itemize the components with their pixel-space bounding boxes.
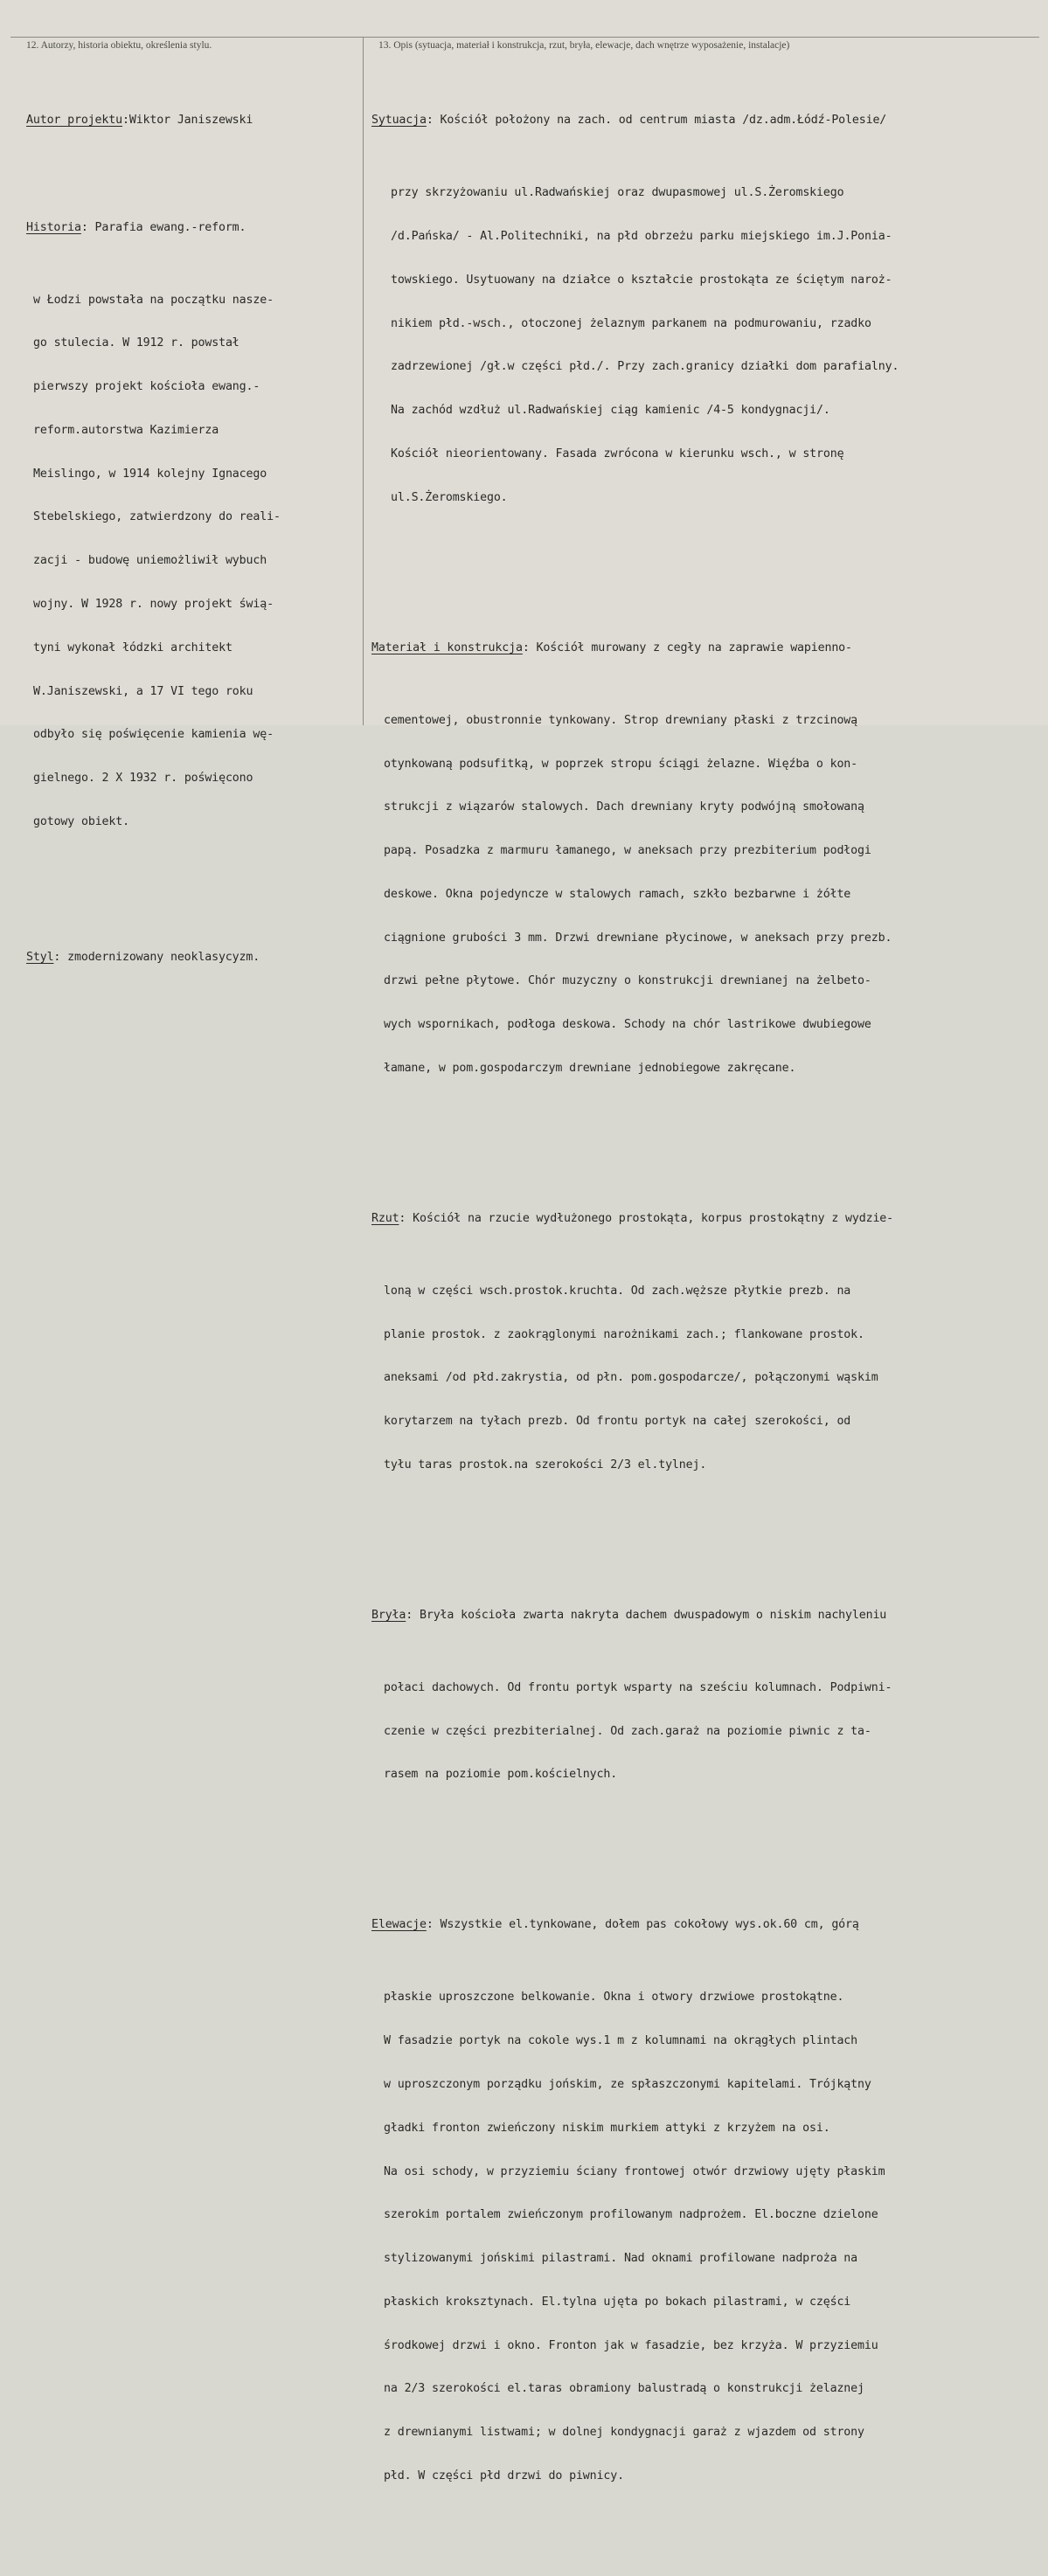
material-line-0: : Kościół murowany z cegły na zaprawie wapienno- xyxy=(522,641,852,654)
top-rule xyxy=(10,37,1039,38)
elevations-line: środkowej drzwi i okno. Fronton jak w fasadzie, bez krzyża. W przyziemiu xyxy=(384,2338,878,2352)
elevations-line: płaskich kroksztynach. El.tylna ujęta po bokach pilastrami, w części xyxy=(384,2295,851,2309)
history-line: gielnego. 2 X 1932 r. poświęcono xyxy=(33,772,253,786)
material-line: otynkowaną podsufitką, w poprzek stropu ściągi żelazne. Więźba o kon- xyxy=(384,757,858,771)
author-label: Autor projektu xyxy=(26,114,122,128)
material-line: strukcji z wiązarów stalowych. Dach drewniany kryty podwójną smołowaną xyxy=(384,800,864,814)
situation-first-line xyxy=(371,114,1040,128)
elevations-line: Na osi schody, w przyziemiu ściany frontowej otwór drzwiowy ujęty płaskim xyxy=(384,2164,885,2178)
history-label: Historia xyxy=(26,220,81,234)
material-first-line xyxy=(371,641,1040,656)
mass-label: Bryła xyxy=(371,1608,406,1622)
material-line: drzwi pełne płytowe. Chór muzyczny o konstrukcji drewnianej na żelbeto- xyxy=(384,974,871,988)
situation-line: zadrzewionej /gł.w części płd./. Przy zach.granicy działki dom parafialny. xyxy=(391,360,899,374)
situation-label: Sytuacja xyxy=(371,114,427,128)
elevations-line: W fasadzie portyk na cokole wys.1 m z kolumnami na okrągłych plintach xyxy=(384,2034,858,2048)
column-divider xyxy=(363,37,364,725)
elevations-line: z drewnianymi listwami; w dolnej kondygnacji garaż z wjazdem od strony xyxy=(384,2426,864,2440)
situation-line: nikiem płd.-wsch., otoczonej żelaznym parkanem na podmurowaniu, rzadko xyxy=(391,316,871,330)
style-line xyxy=(26,951,358,966)
plan-body xyxy=(371,1256,1040,1502)
right-column xyxy=(371,56,1040,2576)
material-line: deskowe. Okna pojedyncze w stalowych ramach, szkło bezbarwne i żółte xyxy=(384,887,851,901)
mass-line: czenie w części prezbiterialnej. Od zach.garaż na poziomie piwnic z ta- xyxy=(384,1724,871,1738)
elevations-line: płd. W części płd drzwi do piwnicy. xyxy=(384,2469,624,2483)
history-line: tyni wykonał łódzki architekt xyxy=(33,641,233,654)
mass-body xyxy=(371,1652,1040,1812)
plan-line: loną w części wsch.prostok.kruchta. Od zach.węższe płytkie prezb. na xyxy=(384,1284,851,1298)
history-line: gotowy obiekt. xyxy=(33,814,129,828)
situation-line: Na zachód wzdłuż ul.Radwańskiej ciąg kamienic /4-5 kondygnacji/. xyxy=(391,404,830,418)
history-line: wojny. W 1928 r. nowy projekt świą- xyxy=(33,597,274,611)
material-label: Materiał i konstrukcja xyxy=(371,641,523,654)
plan-first-line xyxy=(371,1212,1040,1227)
situation-line-0: : Kościół położony na zach. od centrum miasta /dz.adm.Łódź-Polesie/ xyxy=(426,114,887,128)
situation-line: przy skrzyżowaniu ul.Radwańskiej oraz dwupasmowej ul.S.Żeromskiego xyxy=(391,186,844,200)
elevations-body xyxy=(371,1962,1040,2513)
style-value: : zmodernizowany neoklasycyzm. xyxy=(53,951,260,965)
situation-line: towskiego. Usytuowany na działce o kształcie prostokąta ze ściętym naroż- xyxy=(391,273,892,287)
history-section xyxy=(26,191,358,888)
author-value: :Wiktor Janiszewski xyxy=(121,114,253,128)
left-column xyxy=(26,56,358,1028)
situation-line: Kościół nieorientowany. Fasada zwrócona w kierunku wsch., w stronę xyxy=(391,447,844,461)
material-line: łamane, w pom.gospodarczym drewniane jednobiegowe zakręcane. xyxy=(384,1061,796,1075)
style-section xyxy=(26,922,358,994)
mass-line-0: : Bryła kościoła zwarta nakryta dachem dwuspadowym o niskim nachyleniu xyxy=(406,1608,887,1622)
author-section xyxy=(26,85,358,157)
mass-line: rasem na poziomie pom.kościelnych. xyxy=(384,1768,618,1782)
elevations-label: Elewacje xyxy=(371,1918,427,1932)
right-column-header: 13. Opis (sytuacja, materiał i konstrukcja, rzut, bryła, elewacje, dach wnętrze wyposażenie, instalacje) xyxy=(378,40,790,51)
mass-first-line xyxy=(371,1609,1040,1624)
plan-line-0: : Kościół na rzucie wydłużonego prostokąta, korpus prostokątny z wydzie- xyxy=(399,1211,894,1225)
material-section xyxy=(371,613,1040,1134)
left-column-header: 12. Autorzy, historia obiektu, określenia stylu. xyxy=(26,40,212,51)
elevations-line: na 2/3 szerokości el.taras obramiony balustradą o konstrukcji żelaznej xyxy=(384,2382,864,2396)
material-line: wych wspornikach, podłoga deskowa. Schody na chór lastrikowe dwubiegowe xyxy=(384,1018,871,1032)
elevations-first-line xyxy=(371,1918,1040,1933)
history-line-0: : Parafia ewang.-reform. xyxy=(80,220,246,234)
situation-line: /d.Pańska/ - Al.Politechniki, na płd obrzeżu parku miejskiego im.J.Ponia- xyxy=(391,230,892,244)
situation-line: ul.S.Żeromskiego. xyxy=(391,490,508,504)
history-line: pierwszy projekt kościoła ewang.- xyxy=(33,380,260,394)
plan-line: aneksami /od płd.zakrystia, od płn. pom.gospodarcze/, połączonymi wąskim xyxy=(384,1371,878,1385)
author-line xyxy=(26,114,358,128)
situation-section xyxy=(371,85,1040,564)
history-line: Stebelskiego, zatwierdzony do reali- xyxy=(33,510,281,524)
style-label: Styl xyxy=(26,951,54,965)
history-line: go stulecia. W 1912 r. powstał xyxy=(33,336,239,350)
history-line: w Łodzi powstała na początku nasze- xyxy=(33,293,274,307)
plan-line: korytarzem na tyłach prezb. Od frontu portyk na całej szerokości, od xyxy=(384,1415,851,1429)
plan-line: tyłu taras prostok.na szerokości 2/3 el.tylnej. xyxy=(384,1458,707,1472)
elevations-line: gładki fronton zwieńczony niskim murkiem attyki z krzyżem na osi. xyxy=(384,2121,830,2135)
elevations-line: płaskie uproszczone belkowanie. Okna i otwory drzwiowe prostokątne. xyxy=(384,1991,844,2005)
material-line: ciągnione grubości 3 mm. Drzwi drewniane płycinowe, w aneksach przy prezb. xyxy=(384,931,892,945)
elevations-line: szerokim portalem zwieńczonym profilowanym nadprożem. El.boczne dzielone xyxy=(384,2208,878,2222)
history-line: reform.autorstwa Kazimierza xyxy=(33,423,219,437)
elevations-line: w uproszczonym porządku jońskim, ze spłaszczonymi kapitelami. Trójkątny xyxy=(384,2077,871,2091)
history-line: W.Janiszewski, a 17 VI tego roku xyxy=(33,684,253,698)
plan-label: Rzut xyxy=(371,1211,399,1225)
material-line: cementowej, obustronnie tynkowany. Strop drewniany płaski z trzcinową xyxy=(384,713,858,727)
elevations-section xyxy=(371,1889,1040,2542)
history-line: odbyło się poświęcenie kamienia wę- xyxy=(33,728,274,742)
mass-section xyxy=(371,1580,1040,1841)
plan-line: planie prostok. z zaokrąglonymi narożnikami zach.; flankowane prostok. xyxy=(384,1327,864,1341)
material-body xyxy=(371,685,1040,1105)
history-first-line xyxy=(26,221,358,236)
history-line: zacji - budowę uniemożliwił wybuch xyxy=(33,554,267,568)
elevations-line: stylizowanymi jońskimi pilastrami. Nad oknami profilowane nadproża na xyxy=(384,2252,858,2266)
material-line: papą. Posadzka z marmuru łamanego, w aneksach przy prezbiterium podłogi xyxy=(384,844,871,858)
history-body xyxy=(26,264,358,858)
situation-body xyxy=(371,157,1040,534)
history-line: Meislingo, w 1914 kolejny Ignacego xyxy=(33,467,267,481)
mass-line: połaci dachowych. Od frontu portyk wsparty na sześciu kolumnach. Podpiwni- xyxy=(384,1680,892,1694)
plan-section xyxy=(371,1183,1040,1531)
elevations-line-0: : Wszystkie el.tynkowane, dołem pas cokołowy wys.ok.60 cm, górą xyxy=(426,1918,859,1932)
